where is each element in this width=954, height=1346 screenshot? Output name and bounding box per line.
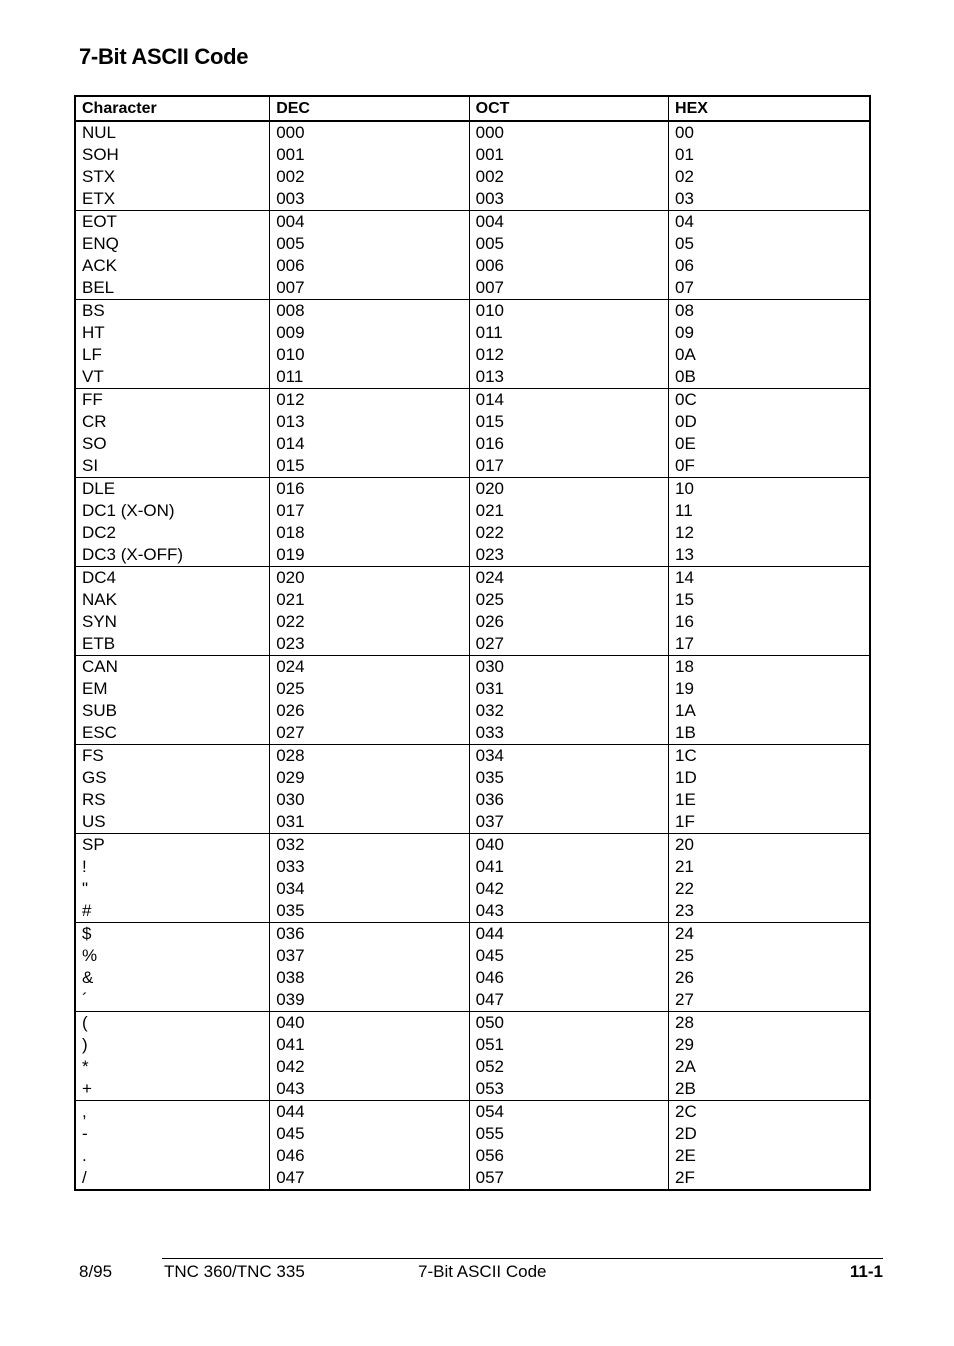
dec-value: 014 — [276, 434, 305, 453]
hex-value: 05 — [675, 234, 694, 253]
hex-value: 24 — [675, 924, 694, 943]
character-value: CAN — [82, 657, 118, 676]
hex-value: 21 — [675, 857, 694, 876]
hex-value: 1F — [675, 812, 695, 831]
character-value: NUL — [82, 123, 117, 142]
hex-value: 14 — [675, 568, 694, 587]
hex-value: 00 — [675, 123, 694, 142]
oct-cell — [469, 1012, 668, 1101]
table-header-row — [75, 96, 870, 121]
header-oct: OCT — [469, 96, 668, 121]
table-row — [75, 923, 870, 1012]
character-value: SP — [82, 835, 105, 854]
dec-value: 021 — [276, 590, 305, 609]
hex-value: 29 — [675, 1035, 694, 1054]
hex-cell — [669, 1012, 870, 1101]
dec-value: 005 — [276, 234, 305, 253]
dec-value: 000 — [276, 123, 305, 142]
character-value: " — [82, 879, 89, 898]
oct-value: 020 — [475, 479, 504, 498]
character-value: STX — [82, 167, 116, 186]
oct-cell — [469, 211, 668, 300]
dec-cell — [270, 656, 469, 745]
oct-value: 055 — [475, 1124, 504, 1143]
dec-value: 004 — [276, 212, 305, 231]
dec-value: 002 — [276, 167, 305, 186]
dec-value: 038 — [276, 968, 305, 987]
footer-date: 8/95 — [79, 1262, 113, 1281]
hex-value: 04 — [675, 212, 694, 231]
character-value: DC3 (X-OFF) — [82, 545, 184, 564]
oct-value: 017 — [475, 456, 504, 475]
dec-value: 010 — [276, 345, 305, 364]
dec-cell — [270, 121, 469, 211]
footer-page-number: 11-1 — [849, 1262, 883, 1281]
character-value: RS — [82, 790, 106, 809]
dec-value: 022 — [276, 612, 305, 631]
character-value: . — [82, 1146, 87, 1165]
character-value: * — [82, 1057, 89, 1076]
hex-value: 28 — [675, 1013, 694, 1032]
character-cell — [75, 567, 270, 656]
hex-value: 09 — [675, 323, 694, 342]
oct-value: 050 — [475, 1013, 504, 1032]
oct-value: 045 — [475, 946, 504, 965]
dec-cell — [270, 567, 469, 656]
oct-value: 001 — [475, 145, 504, 164]
dec-value: 015 — [276, 456, 305, 475]
table-row — [75, 300, 870, 389]
dec-value: 001 — [276, 145, 305, 164]
hex-value: 10 — [675, 479, 694, 498]
oct-value: 006 — [475, 256, 504, 275]
hex-value: 1D — [675, 768, 697, 787]
dec-value: 019 — [276, 545, 305, 564]
oct-cell — [469, 121, 668, 211]
oct-value: 036 — [475, 790, 504, 809]
character-value: US — [82, 812, 106, 831]
table-row — [75, 834, 870, 923]
oct-value: 022 — [475, 523, 504, 542]
dec-cell — [270, 745, 469, 834]
hex-cell — [669, 834, 870, 923]
oct-value: 021 — [475, 501, 504, 520]
hex-value: 17 — [675, 634, 694, 653]
character-cell — [75, 1012, 270, 1101]
oct-value: 025 — [475, 590, 504, 609]
hex-cell — [669, 745, 870, 834]
character-value: EOT — [82, 212, 117, 231]
hex-cell — [669, 923, 870, 1012]
character-value: SYN — [82, 612, 117, 631]
character-value: / — [82, 1168, 87, 1187]
hex-value: 1C — [675, 746, 697, 765]
dec-value: 031 — [276, 812, 305, 831]
character-cell — [75, 923, 270, 1012]
dec-value: 003 — [276, 189, 305, 208]
oct-value: 042 — [475, 879, 504, 898]
hex-value: 01 — [675, 145, 694, 164]
header-character: Character — [75, 96, 270, 121]
hex-value: 16 — [675, 612, 694, 631]
character-value: ( — [82, 1013, 88, 1032]
oct-value: 004 — [475, 212, 504, 231]
hex-value: 22 — [675, 879, 694, 898]
hex-value: 19 — [675, 679, 694, 698]
oct-value: 014 — [475, 390, 504, 409]
dec-cell — [270, 389, 469, 478]
dec-value: 028 — [276, 746, 305, 765]
hex-cell — [669, 656, 870, 745]
character-value: VT — [82, 367, 104, 386]
hex-value: 02 — [675, 167, 694, 186]
character-value: DLE — [82, 479, 116, 498]
dec-value: 032 — [276, 835, 305, 854]
oct-value: 024 — [475, 568, 504, 587]
hex-value: 27 — [675, 990, 694, 1009]
dec-value: 007 — [276, 278, 305, 297]
hex-cell — [669, 478, 870, 567]
table-row — [75, 745, 870, 834]
oct-value: 023 — [475, 545, 504, 564]
hex-value: 06 — [675, 256, 694, 275]
dec-cell — [270, 300, 469, 389]
hex-value: 07 — [675, 278, 694, 297]
character-value: EM — [82, 679, 108, 698]
dec-value: 045 — [276, 1124, 305, 1143]
character-value: ENQ — [82, 234, 119, 253]
oct-cell — [469, 834, 668, 923]
character-value: ESC — [82, 723, 117, 742]
hex-value: 0F — [675, 456, 695, 475]
dec-value: 036 — [276, 924, 305, 943]
oct-value: 000 — [475, 123, 504, 142]
hex-value: 1B — [675, 723, 696, 742]
hex-value: 0A — [675, 345, 696, 364]
dec-cell — [270, 923, 469, 1012]
character-value: DC1 (X-ON) — [82, 501, 175, 520]
header-hex: HEX — [669, 96, 870, 121]
oct-cell — [469, 923, 668, 1012]
hex-value: 2B — [675, 1079, 696, 1098]
hex-cell — [669, 389, 870, 478]
table-row — [75, 121, 870, 211]
dec-value: 026 — [276, 701, 305, 720]
dec-value: 011 — [276, 367, 304, 386]
character-value: DC2 — [82, 523, 117, 542]
oct-value: 015 — [475, 412, 504, 431]
table-row — [75, 478, 870, 567]
footer-section: 7-Bit ASCII Code — [418, 1262, 547, 1281]
oct-value: 030 — [475, 657, 504, 676]
dec-value: 035 — [276, 901, 305, 920]
oct-value: 011 — [475, 323, 503, 342]
oct-value: 013 — [475, 367, 504, 386]
oct-cell — [469, 300, 668, 389]
table-row — [75, 1012, 870, 1101]
dec-value: 033 — [276, 857, 305, 876]
oct-cell — [469, 478, 668, 567]
dec-cell — [270, 834, 469, 923]
character-cell — [75, 211, 270, 300]
dec-value: 039 — [276, 990, 305, 1009]
hex-value: 2A — [675, 1057, 696, 1076]
oct-value: 047 — [475, 990, 504, 1009]
hex-value: 0C — [675, 390, 697, 409]
hex-value: 12 — [675, 523, 694, 542]
dec-value: 042 — [276, 1057, 305, 1076]
hex-value: 20 — [675, 835, 694, 854]
character-value: ACK — [82, 256, 117, 275]
character-cell — [75, 300, 270, 389]
footer-model: TNC 360/TNC 335 — [164, 1262, 305, 1281]
hex-value: 1A — [675, 701, 696, 720]
character-value: , — [82, 1102, 87, 1121]
oct-value: 034 — [475, 746, 504, 765]
character-value: BEL — [82, 278, 115, 297]
hex-value: 0B — [675, 367, 696, 386]
character-cell — [75, 478, 270, 567]
hex-cell — [669, 300, 870, 389]
oct-value: 003 — [475, 189, 504, 208]
oct-value: 026 — [475, 612, 504, 631]
character-value: SOH — [82, 145, 119, 164]
oct-value: 056 — [475, 1146, 504, 1165]
character-value: ´ — [82, 990, 88, 1009]
dec-cell — [270, 1012, 469, 1101]
hex-value: 26 — [675, 968, 694, 987]
character-value: BS — [82, 301, 105, 320]
character-cell — [75, 121, 270, 211]
hex-value: 0D — [675, 412, 697, 431]
oct-value: 052 — [475, 1057, 504, 1076]
oct-value: 007 — [475, 278, 504, 297]
character-value: & — [82, 968, 94, 987]
character-value: FF — [82, 390, 103, 409]
dec-value: 037 — [276, 946, 305, 965]
dec-value: 018 — [276, 523, 305, 542]
character-cell — [75, 656, 270, 745]
hex-value: 2E — [675, 1146, 696, 1165]
hex-value: 25 — [675, 946, 694, 965]
oct-value: 043 — [475, 901, 504, 920]
hex-value: 18 — [675, 657, 694, 676]
footer-divider — [162, 1258, 883, 1259]
character-value: + — [82, 1079, 92, 1098]
dec-value: 030 — [276, 790, 305, 809]
character-value: ETB — [82, 634, 116, 653]
oct-value: 002 — [475, 167, 504, 186]
character-value: % — [82, 946, 98, 965]
oct-value: 053 — [475, 1079, 504, 1098]
hex-cell — [669, 121, 870, 211]
dec-value: 034 — [276, 879, 305, 898]
character-value: FS — [82, 746, 104, 765]
character-cell — [75, 1101, 270, 1191]
character-value: GS — [82, 768, 107, 787]
character-value: $ — [82, 924, 92, 943]
dec-cell — [270, 478, 469, 567]
table-body — [75, 121, 870, 1190]
character-value: ETX — [82, 189, 116, 208]
character-value: ) — [82, 1035, 88, 1054]
hex-value: 2D — [675, 1124, 697, 1143]
dec-value: 044 — [276, 1102, 305, 1121]
hex-value: 1E — [675, 790, 696, 809]
oct-value: 005 — [475, 234, 504, 253]
dec-cell — [270, 211, 469, 300]
table-row — [75, 1101, 870, 1191]
oct-value: 031 — [475, 679, 504, 698]
dec-value: 043 — [276, 1079, 305, 1098]
oct-cell — [469, 567, 668, 656]
oct-value: 040 — [475, 835, 504, 854]
oct-cell — [469, 745, 668, 834]
dec-value: 047 — [276, 1168, 305, 1187]
hex-value: 11 — [675, 501, 693, 520]
character-value: SO — [82, 434, 107, 453]
character-value: # — [82, 901, 92, 920]
character-cell — [75, 834, 270, 923]
hex-value: 15 — [675, 590, 694, 609]
dec-value: 025 — [276, 679, 305, 698]
oct-value: 035 — [475, 768, 504, 787]
dec-value: 046 — [276, 1146, 305, 1165]
dec-value: 020 — [276, 568, 305, 587]
oct-value: 033 — [475, 723, 504, 742]
dec-value: 040 — [276, 1013, 305, 1032]
table-row — [75, 656, 870, 745]
character-cell — [75, 389, 270, 478]
dec-value: 012 — [276, 390, 305, 409]
hex-value: 2F — [675, 1168, 695, 1187]
dec-value: 041 — [276, 1035, 305, 1054]
hex-value: 03 — [675, 189, 694, 208]
dec-cell — [270, 1101, 469, 1191]
oct-value: 027 — [475, 634, 504, 653]
dec-value: 023 — [276, 634, 305, 653]
dec-value: 006 — [276, 256, 305, 275]
oct-value: 012 — [475, 345, 504, 364]
oct-value: 057 — [475, 1168, 504, 1187]
hex-value: 08 — [675, 301, 694, 320]
table-row — [75, 211, 870, 300]
oct-value: 046 — [475, 968, 504, 987]
dec-value: 027 — [276, 723, 305, 742]
character-cell — [75, 745, 270, 834]
oct-value: 016 — [475, 434, 504, 453]
table-row — [75, 389, 870, 478]
dec-value: 017 — [276, 501, 305, 520]
oct-value: 054 — [475, 1102, 504, 1121]
ascii-table — [74, 95, 871, 1191]
oct-value: 051 — [475, 1035, 504, 1054]
dec-value: 009 — [276, 323, 305, 342]
oct-value: 041 — [475, 857, 504, 876]
character-value: SI — [82, 456, 99, 475]
oct-value: 044 — [475, 924, 504, 943]
character-value: ! — [82, 857, 87, 876]
character-value: LF — [82, 345, 102, 364]
hex-value: 0E — [675, 434, 696, 453]
dec-value: 013 — [276, 412, 305, 431]
dec-value: 029 — [276, 768, 305, 787]
oct-value: 037 — [475, 812, 504, 831]
character-value: SUB — [82, 701, 117, 720]
table-row — [75, 567, 870, 656]
oct-cell — [469, 1101, 668, 1191]
page-title: 7-Bit ASCII Code — [79, 44, 249, 69]
character-value: - — [82, 1124, 88, 1143]
dec-value: 024 — [276, 657, 305, 676]
oct-cell — [469, 389, 668, 478]
hex-cell — [669, 211, 870, 300]
hex-cell — [669, 1101, 870, 1191]
dec-value: 016 — [276, 479, 305, 498]
hex-value: 2C — [675, 1102, 697, 1121]
character-value: DC4 — [82, 568, 117, 587]
header-dec: DEC — [270, 96, 469, 121]
oct-value: 032 — [475, 701, 504, 720]
character-value: NAK — [82, 590, 117, 609]
character-value: CR — [82, 412, 107, 431]
dec-value: 008 — [276, 301, 305, 320]
hex-value: 13 — [675, 545, 694, 564]
hex-value: 23 — [675, 901, 694, 920]
oct-cell — [469, 656, 668, 745]
hex-cell — [669, 567, 870, 656]
character-value: HT — [82, 323, 105, 342]
oct-value: 010 — [475, 301, 504, 320]
